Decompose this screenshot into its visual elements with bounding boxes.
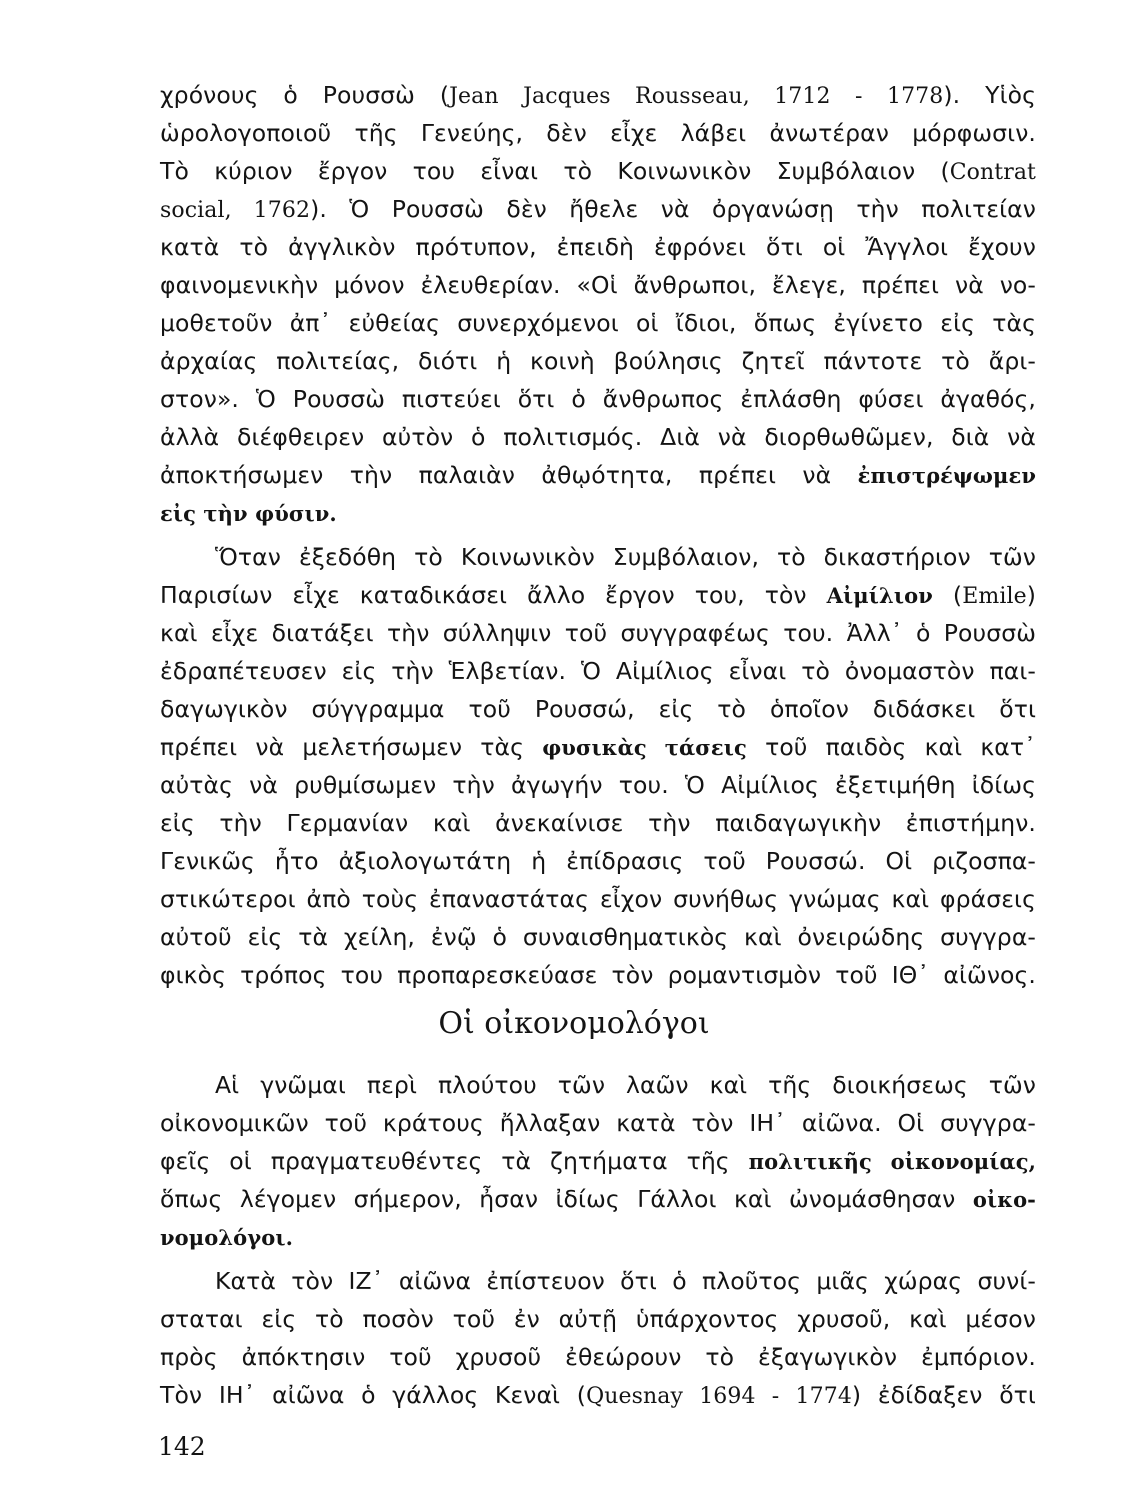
text-line: εἰς τὴν Γερμανίαν καὶ ἀνεκαίνισε τὴν παιδαγωγικὴν ἐπιστήμην. xyxy=(160,809,1036,837)
bold-term: ἐπιστρέψωμεν xyxy=(857,463,1036,488)
text-span: τοῦ παιδὸς καὶ κατ᾽ xyxy=(746,733,1036,761)
text-line xyxy=(160,578,1036,614)
text-span: φεῖς οἱ πραγματευθέντες τὰ ζητήματα τῆς xyxy=(160,1147,749,1175)
text-line: ἀλλὰ διέφθειρεν αὐτὸν ὁ πολιτισμός. Διὰ νὰ διορθωθῶμεν, διὰ νὰ xyxy=(160,423,1036,451)
text-span: ) xyxy=(1026,581,1036,609)
text-span: χρόνους ὁ Ρουσσὼ ( xyxy=(160,81,450,109)
text-span: ). Υἱὸς xyxy=(943,81,1036,109)
text-span: Τὸν ΙΗ᾽ αἰῶνα ὁ γάλλος Κεναὶ ( xyxy=(160,1381,587,1409)
latin-title: Contrat xyxy=(949,160,1036,185)
latin-name: Jean Jacques Rousseau, 1712 - 1778 xyxy=(449,84,944,109)
text-span: Παρισίων εἶχε καταδικάσει ἄλλο ἔργον του, τὸν xyxy=(160,581,827,609)
text-span: ( xyxy=(932,581,963,609)
text-line xyxy=(160,1144,1036,1179)
text-line: στικώτεροι ἀπὸ τοὺς ἐπαναστάτας εἶχον συνήθως γνώμας καὶ φράσεις xyxy=(160,885,1036,913)
text-line: ἀρχαίας πολιτείας, διότι ἡ κοινὴ βούλησις ζητεῖ πάντοτε τὸ ἄρι- xyxy=(160,347,1036,375)
text-line: σταται εἰς τὸ ποσὸν τοῦ ἐν αὐτῇ ὑπάρχοντος χρυσοῦ, καὶ μέσον xyxy=(160,1305,1036,1333)
text-line xyxy=(160,496,1036,531)
text-line xyxy=(160,1378,1036,1414)
text-line: φικὸς τρόπος του προπαρεσκεύασε τὸν ρομαντισμὸν τοῦ ΙΘ᾽ αἰῶνος. xyxy=(160,961,1036,989)
latin-name: Quesnay 1694 - 1774 xyxy=(586,1384,852,1409)
page-number: 142 xyxy=(158,1432,206,1461)
text-line: πρὸς ἀπόκτησιν τοῦ χρυσοῦ ἐθεώρουν τὸ ἐξαγωγικὸν ἐμπόριον. xyxy=(160,1343,1036,1371)
text-line: αὐτὰς νὰ ρυθμίσωμεν τὴν ἀγωγήν του. Ὁ Αἰμίλιος ἐξετιμήθη ἰδίως xyxy=(160,771,1036,799)
text-line: Ὅταν ἐξεδόθη τὸ Κοινωνικὸν Συμβόλαιον, τὸ δικαστήριον τῶν xyxy=(215,543,1036,571)
text-span: πρέπει νὰ μελετήσωμεν τὰς xyxy=(160,733,543,761)
text-span: ) ἐδίδαξεν ὅτι xyxy=(851,1381,1036,1409)
bold-term: φυσικὰς τάσεις xyxy=(542,735,747,760)
text-line xyxy=(160,1182,1036,1217)
text-line xyxy=(160,458,1036,493)
bold-term: οἰκο- xyxy=(972,1187,1036,1212)
text-line: φαινομενικὴν μόνον ἐλευθερίαν. «Οἱ ἄνθρωποι, ἔλεγε, πρέπει νὰ νο- xyxy=(160,271,1036,299)
text-line: δαγωγικὸν σύγγραμμα τοῦ Ρουσσώ, εἰς τὸ ὁποῖον διδάσκει ὅτι xyxy=(160,695,1036,723)
bold-term: Αἰμίλιον xyxy=(826,583,933,608)
text-line: αὐτοῦ εἰς τὰ χείλη, ἐνῷ ὁ συναισθηματικὸς καὶ ὀνειρώδης συγγρα- xyxy=(160,923,1036,951)
latin-title: Emile xyxy=(962,584,1027,609)
text-span: Τὸ κύριον ἔργον του εἶναι τὸ Κοινωνικὸν Συμβόλαιον ( xyxy=(160,157,950,185)
text-line xyxy=(160,730,1036,765)
text-line: στον». Ὁ Ρουσσὼ πιστεύει ὅτι ὁ ἄνθρωπος ἐπλάσθη φύσει ἀγαθός, xyxy=(160,385,1036,413)
text-line: οἰκονομικῶν τοῦ κράτους ἤλλαξαν κατὰ τὸν ΙΗ᾽ αἰῶνα. Οἱ συγγρα- xyxy=(160,1109,1036,1137)
text-line xyxy=(160,154,1036,190)
text-line xyxy=(160,78,1036,114)
text-line xyxy=(160,1220,1036,1255)
text-span: ὅπως λέγομεν σήμερον, ἦσαν ἰδίως Γάλλοι καὶ ὠνομάσθησαν xyxy=(160,1185,973,1213)
bold-term: εἰς τὴν φύσιν. xyxy=(160,501,337,526)
text-line: Αἱ γνῶμαι περὶ πλούτου τῶν λαῶν καὶ τῆς διοικήσεως τῶν xyxy=(215,1071,1036,1099)
latin-title: social, 1762 xyxy=(160,198,311,223)
text-line: καὶ εἶχε διατάξει τὴν σύλληψιν τοῦ συγγραφέως του. Ἀλλ᾽ ὁ Ρουσσὼ xyxy=(160,619,1036,647)
text-line xyxy=(160,192,1036,228)
bold-term: πολιτικῆς οἰκονομίας, xyxy=(748,1149,1037,1174)
bold-term: νομολόγοι. xyxy=(160,1225,294,1250)
text-line: ὡρολογοποιοῦ τῆς Γενεύης, δὲν εἶχε λάβει ἀνωτέραν μόρφωσιν. xyxy=(160,119,1036,147)
text-span: ). Ὁ Ρουσσὼ δὲν ἤθελε νὰ ὀργανώσῃ τὴν πολιτείαν xyxy=(310,195,1036,223)
section-heading: Οἱ οἰκονομολόγοι xyxy=(438,1006,710,1041)
text-line: κατὰ τὸ ἀγγλικὸν πρότυπον, ἐπειδὴ ἐφρόνει ὅτι οἱ Ἄγγλοι ἔχουν xyxy=(160,233,1036,261)
text-span: ἀποκτήσωμεν τὴν παλαιὰν ἀθῳότητα, πρέπει νὰ xyxy=(160,461,858,489)
text-line: μοθετοῦν ἀπ᾽ εὐθείας συνερχόμενοι οἱ ἴδιοι, ὅπως ἐγίνετο εἰς τὰς xyxy=(160,309,1036,337)
text-line: Γενικῶς ἦτο ἀξιολογωτάτη ἡ ἐπίδρασις τοῦ Ρουσσώ. Οἱ ριζοσπα- xyxy=(160,847,1036,875)
text-line: ἐδραπέτευσεν εἰς τὴν Ἑλβετίαν. Ὁ Αἰμίλιος εἶναι τὸ ὀνομαστὸν παι- xyxy=(160,657,1036,685)
text-line: Κατὰ τὸν ΙΖ᾽ αἰῶνα ἐπίστευον ὅτι ὁ πλοῦτος μιᾶς χώρας συνί- xyxy=(215,1267,1036,1295)
